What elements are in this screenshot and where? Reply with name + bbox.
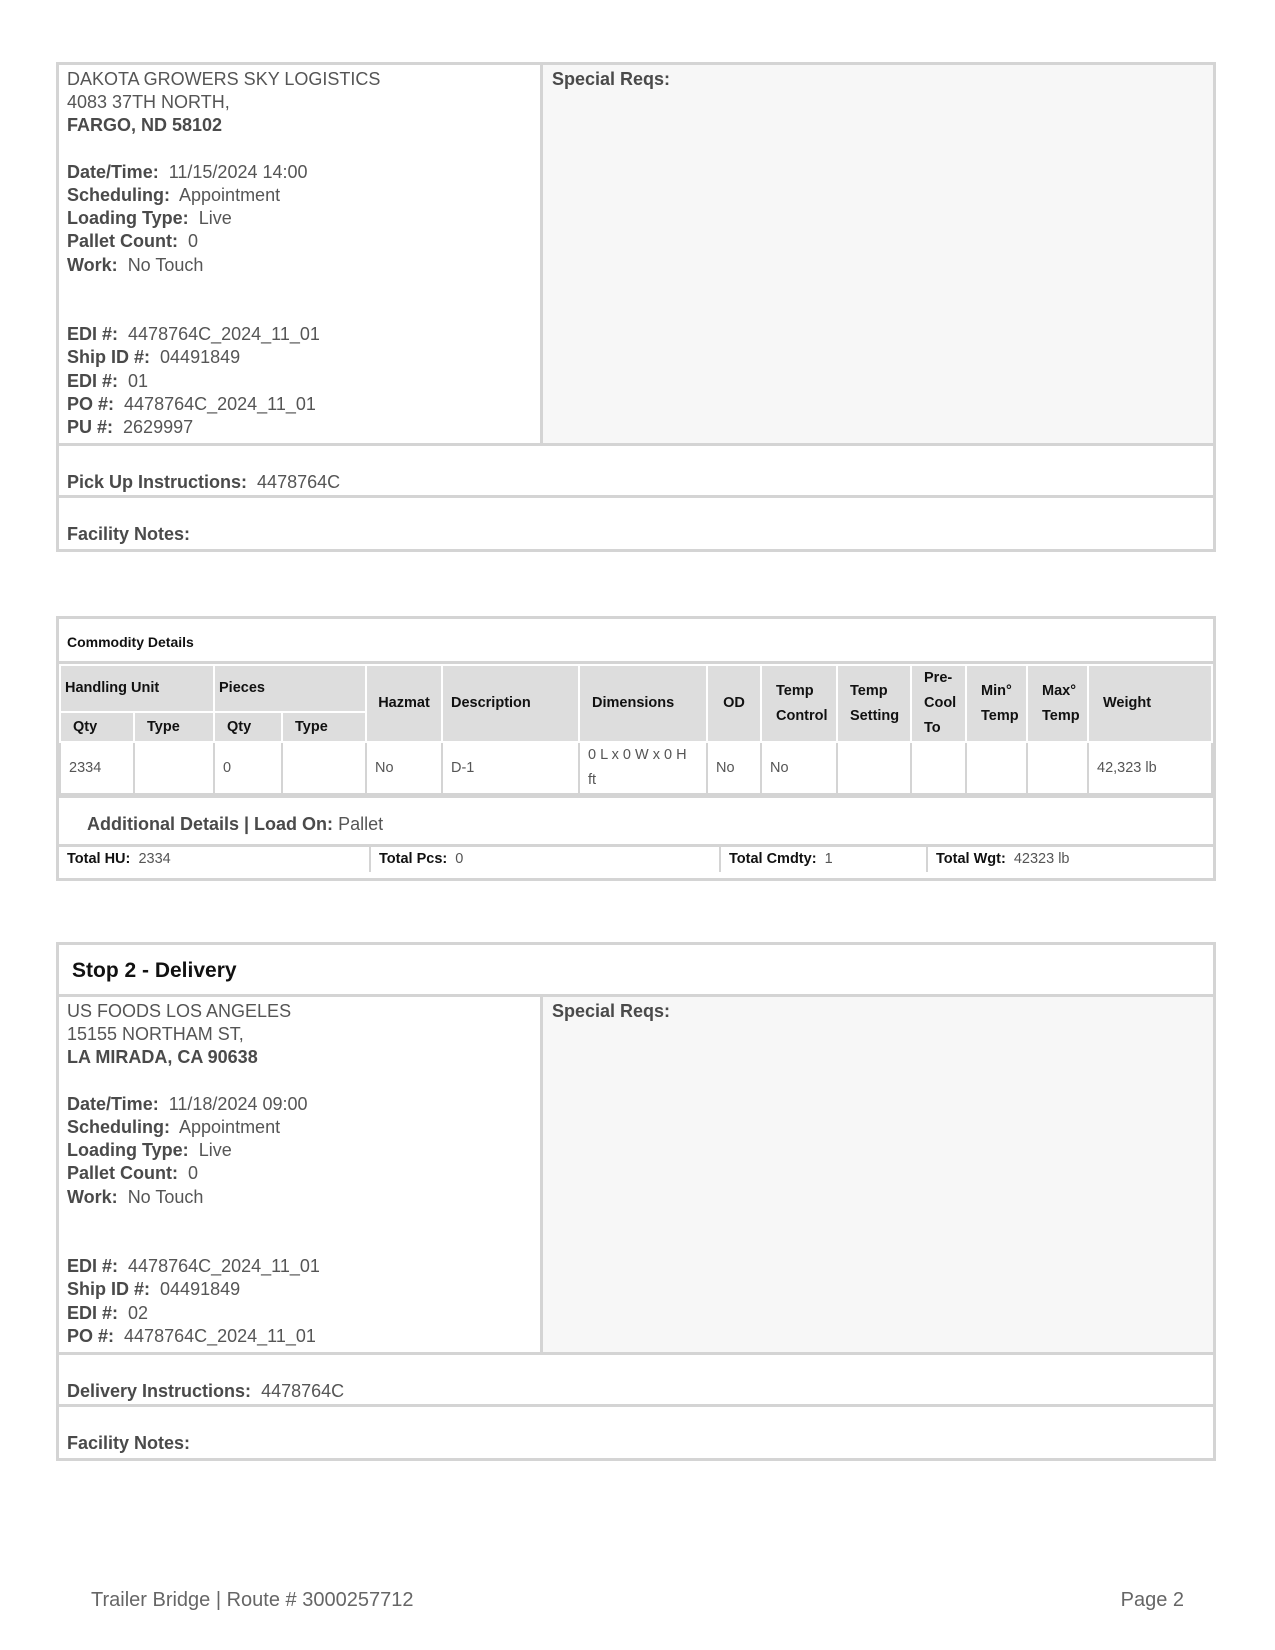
cell-hu-type — [134, 742, 214, 794]
ref-ship-id: Ship ID #: 04491849 — [67, 1279, 241, 1300]
cell-temp-control: No — [761, 742, 837, 794]
field-loading-type: Loading Type: Live — [67, 208, 232, 229]
commodity-row — [60, 742, 1212, 794]
ref-edi: EDI #: 4478764C_2024_11_01 — [67, 1256, 320, 1277]
cell-pcs-type — [282, 742, 366, 794]
header-pre-cool-to: Pre-Cool To — [911, 665, 966, 742]
field-scheduling: Scheduling: Appointment — [67, 1117, 281, 1137]
stop-2-box — [56, 942, 1216, 1461]
field-scheduling: Scheduling: Appointment — [67, 185, 281, 205]
header-handling-unit: Handling Unit — [60, 665, 214, 712]
special-reqs-label: Special Reqs: — [552, 69, 671, 89]
company-name: US FOODS LOS ANGELES — [67, 1001, 292, 1021]
header-min-temp: Min° Temp — [966, 665, 1027, 742]
stop-1-details — [59, 65, 543, 443]
field-work: Work: No Touch — [67, 254, 204, 275]
additional-details: Additional Details | Load On: Pallet — [59, 795, 1213, 847]
header-description: Description — [442, 665, 579, 742]
field-date-time: Date/Time: 11/15/2024 14:00 — [67, 161, 308, 182]
address-line: 4083 37TH NORTH, — [67, 92, 230, 113]
special-reqs-panel — [543, 997, 1213, 1352]
header-pieces: Pieces — [214, 665, 366, 712]
commodity-table — [59, 664, 1213, 795]
city-state-zip: FARGO, ND 58102 — [67, 115, 223, 136]
ref-po: PO #: 4478764C_2024_11_01 — [67, 393, 316, 414]
header-hu-type: Type — [134, 712, 214, 742]
stop-2-main — [59, 997, 1213, 1355]
commodity-totals — [59, 847, 1213, 872]
header-od: OD — [707, 665, 761, 742]
field-pallet-count: Pallet Count: 0 — [67, 231, 199, 252]
facility-notes: Facility Notes: — [67, 1433, 191, 1453]
total-pcs: Total Pcs: 0 — [371, 847, 721, 872]
total-hu: Total HU: 2334 — [59, 847, 371, 872]
ref-ship-id: Ship ID #: 04491849 — [67, 347, 241, 368]
total-wgt: Total Wgt: 42323 lb — [936, 851, 1070, 867]
header-weight: Weight — [1088, 665, 1212, 742]
total-cmdty: Total Cmdty: 1 — [721, 847, 928, 872]
stop-1-main — [59, 65, 1213, 446]
header-temp-setting: Temp Setting — [837, 665, 911, 742]
cell-temp-setting — [837, 742, 911, 794]
cell-dimensions: 0 L x 0 W x 0 H ft — [579, 742, 707, 794]
cell-od: No — [707, 742, 761, 794]
cell-hazmat: No — [366, 742, 442, 794]
ref-po: PO #: 4478764C_2024_11_01 — [67, 1325, 316, 1346]
ref-edi-seq: EDI #: 01 — [67, 370, 149, 391]
commodity-details — [56, 616, 1216, 881]
ref-edi: EDI #: 4478764C_2024_11_01 — [67, 324, 320, 345]
field-work: Work: No Touch — [67, 1186, 204, 1207]
header-hu-qty: Qty — [60, 712, 134, 742]
address-line: 15155 NORTHAM ST, — [67, 1024, 244, 1045]
cell-pre-cool-to — [911, 742, 966, 794]
special-reqs-panel — [543, 65, 1213, 443]
stop-2-details — [59, 997, 543, 1352]
pickup-instructions: Pick Up Instructions: 4478764C — [59, 446, 1213, 498]
header-pcs-type: Type — [282, 712, 366, 742]
special-reqs-label: Special Reqs: — [552, 1001, 671, 1021]
field-date-time: Date/Time: 11/18/2024 09:00 — [67, 1093, 308, 1114]
facility-notes: Facility Notes: — [67, 524, 191, 544]
city-state-zip: LA MIRADA, CA 90638 — [67, 1047, 258, 1068]
footer-route: Trailer Bridge | Route # 3000257712 — [91, 1589, 414, 1611]
cell-min-temp — [966, 742, 1027, 794]
header-pcs-qty: Qty — [214, 712, 282, 742]
company-name: DAKOTA GROWERS SKY LOGISTICS — [67, 69, 381, 89]
delivery-instructions: Delivery Instructions: 4478764C — [59, 1355, 1213, 1407]
cell-hu-qty: 2334 — [60, 742, 134, 794]
stop-1-box — [56, 62, 1216, 552]
commodity-title: Commodity Details — [59, 619, 1213, 664]
header-max-temp: Max° Temp — [1027, 665, 1088, 742]
field-pallet-count: Pallet Count: 0 — [67, 1163, 199, 1184]
ref-pu: PU #: 2629997 — [67, 417, 194, 438]
field-loading-type: Loading Type: Live — [67, 1140, 232, 1161]
stop-2-heading: Stop 2 - Delivery — [59, 945, 1213, 997]
cell-weight: 42,323 lb — [1088, 742, 1212, 794]
cell-description: D-1 — [442, 742, 579, 794]
footer-page-number: Page 2 — [1120, 1589, 1184, 1611]
header-temp-control: Temp Control — [761, 665, 837, 742]
header-dimensions: Dimensions — [579, 665, 707, 742]
cell-pcs-qty: 0 — [214, 742, 282, 794]
ref-edi-seq: EDI #: 02 — [67, 1302, 149, 1323]
cell-max-temp — [1027, 742, 1088, 794]
header-hazmat: Hazmat — [366, 665, 442, 742]
